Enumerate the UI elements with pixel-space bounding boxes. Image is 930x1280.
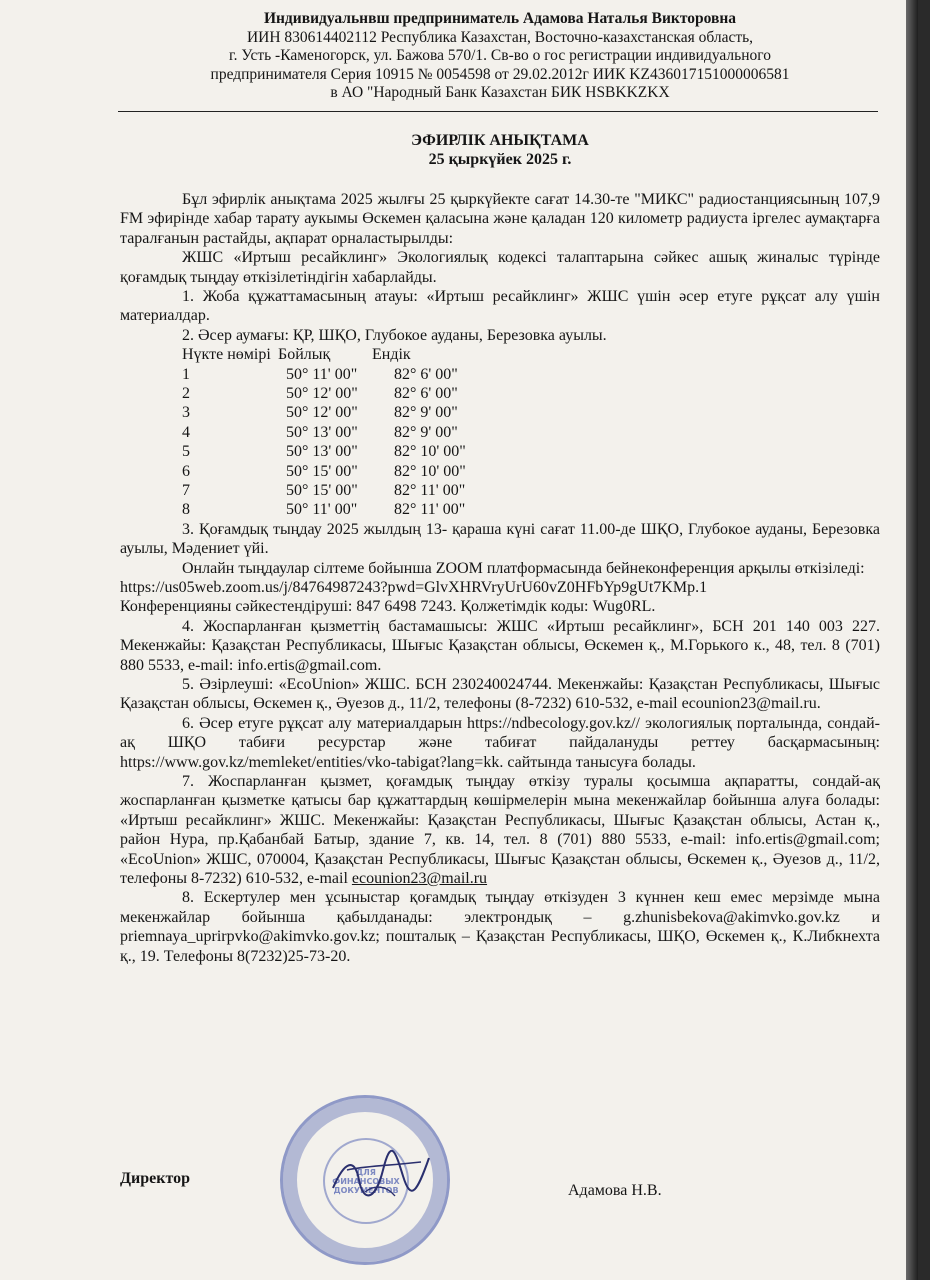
coordinate-row [182, 481, 880, 500]
signer-name: Адамова Н.В. [568, 1182, 662, 1199]
stamp-center-text: ДЛЯ ФИНАНСОВЫХ ДОКУМЕНТОВ [323, 1138, 409, 1224]
longitude-value: 50° 13' 00" [286, 443, 358, 461]
longitude-value: 50° 11' 00" [286, 501, 358, 519]
point-number: 3 [182, 404, 190, 422]
point-number: 2 [182, 385, 190, 403]
point-number: 1 [182, 365, 190, 383]
latitude-value: 82° 9' 00" [394, 423, 458, 441]
zoom-link[interactable]: https://us05web.zoom.us/j/84764987243?pwd=GlvXHRVryUrU60vZ0HFbYp9gUt7KMp.1 [120, 578, 708, 596]
item-7-text: 7. Жоспарланған қызмет, қоғамдық тыңдау өткізу туралы қосымша ақпаратты, сондай-ақ жоспарланған қызметке қатысы бар құжаттардың көшірмелерін мына мекенжайлар бойынша алуға болады: «Иртыш ресайклинг» ЖШС. Мекенжайы: Қазақстан Республикасы, Шығыс Қазақстан облысы, Астан қ., район Нура, пр.Қабанбай Батыр, здание 7, кв. 14, тел. 8 (701) 880 5533, e-mail: info.ertis@gmail.com; «EcoUnion» ЖШС, 070004, Қазақстан Республикасы, Шығыс Қазақстан облысы, Өскемен қ., Әуезов д., 11/2, телефоны 8-7232) 610-532, e-mail [120, 773, 880, 888]
handwritten-signature [325, 1140, 435, 1210]
coordinate-row [182, 403, 880, 422]
document-title [120, 131, 880, 169]
announcement-paragraph: ЖШС «Иртыш ресайклинг» Экологиялық кодексі талаптарына сәйкес ашық жиналыс түрінде қоғамдық тыңдау өткізілетіндігін хабарлайды. [120, 249, 880, 286]
point-number: 4 [182, 423, 190, 441]
letterhead-name: Индивидуальнвш предприниматель Адамова Наталья Викторовна [263, 10, 737, 27]
signer-role: Директор [120, 1170, 190, 1187]
item-7-email-link[interactable]: ecounion23@mail.ru [351, 870, 488, 888]
coordinate-row [182, 423, 880, 442]
item-3: 3. Қоғамдық тыңдау 2025 жылдың 13- қараша күні сағат 11.00-де ШҚО, Глубокое ауданы, Березовка ауылы, Мәдениет үйі. [120, 520, 880, 558]
point-number: 5 [182, 443, 190, 461]
letterhead-divider [118, 111, 878, 112]
online-paragraph: Онлайн тыңдаулар сілтеме бойынша ZOOM платформасында бейнеконференция арқылы өткізіледі: [182, 559, 865, 577]
letterhead-iin: ИИН 830614402112 Республика Казахстан, Восточно-казахстанская область, [246, 28, 754, 46]
latitude-value: 82° 11' 00" [394, 481, 466, 499]
zoom-conference-id: Конференцияны сәйкестендіруші: 847 6498 7243. Қолжетімдік коды: Wug0RL. [120, 598, 656, 616]
latitude-value: 82° 6' 00" [394, 385, 458, 403]
longitude-value: 50° 15' 00" [286, 462, 358, 480]
col-latitude: Ендік [372, 346, 411, 364]
item-1: 1. Жоба құжаттамасының атауы: «Иртыш ресайклинг» ЖШС үшін әсер етуге рұқсат алу үшін материалдар. [120, 288, 880, 325]
latitude-value: 82° 11' 00" [394, 501, 466, 519]
title-date: 25 қыркүйек 2025 г. [428, 151, 572, 168]
item-4: 4. Жоспарланған қызметтің бастамашысы: ЖШС «Иртыш ресайклинг», БСН 201 140 003 227. Мекенжайы: Қазақстан Республикасы, Шығыс Қазақстан облысы, Өскемен қ., М.Горького к., 48, тел. 8 (701) 880 5533, e-mail: info.ertis@gmail.com. [120, 617, 880, 674]
title-line: ЭФИРЛІК АНЫҚТАМА [411, 132, 589, 149]
longitude-value: 50° 12' 00" [286, 404, 358, 422]
item-6: 6. Әсер етуге рұқсат алу материалдарын https://ndbecology.gov.kz// экологиялық порталында, сондай-ақ ШҚО табиғи ресурстар және табиғат пайдалануды реттеу басқармасының: https://www.gov.kz/memleket/entities/vko-tabigat?lang=kk. сайтында танысуға болады. [120, 714, 880, 771]
latitude-value: 82° 9' 00" [394, 404, 458, 422]
coordinate-row [182, 365, 880, 384]
item-5: 5. Әзірлеуші: «EcoUnion» ЖШС. БСН 230240024744. Мекенжайы: Қазақстан Республикасы, Шығыс Қазақстан облысы, Өскемен қ., Әуезов д., 11/2, телефоны (8-7232) 610-532, e-mail ecounion23@mail.ru. [120, 676, 880, 713]
coordinates-table [182, 345, 880, 520]
coordinates-header-row [182, 345, 880, 364]
item-7 [120, 772, 880, 888]
longitude-value: 50° 13' 00" [286, 423, 358, 441]
item-2: 2. Әсер аумағы: ҚР, ШҚО, Глубокое ауданы, Березовка ауылы. [182, 326, 607, 344]
coordinate-row [182, 500, 880, 519]
latitude-value: 82° 6' 00" [394, 365, 458, 383]
coordinate-row [182, 384, 880, 403]
coordinate-row [182, 442, 880, 461]
col-longitude: Бойлық [278, 346, 331, 364]
point-number: 7 [182, 481, 190, 499]
coordinate-row [182, 462, 880, 481]
document-body [120, 190, 880, 966]
latitude-value: 82° 10' 00" [394, 462, 466, 480]
col-point-number: Нүкте нөмірі [182, 346, 271, 364]
longitude-value: 50° 12' 00" [286, 385, 358, 403]
coordinates-rows [182, 365, 880, 520]
point-number: 8 [182, 501, 190, 519]
letterhead-bank: в АО "Народный Банк Казахстан БИК HSBKKZKX [330, 84, 670, 101]
longitude-value: 50° 15' 00" [286, 481, 358, 499]
letterhead-registration: предпринимателя Серия 10915 № 0054598 от 29.02.2012г ИИК KZ436017151000006581 [210, 65, 790, 83]
scan-edge-shadow [906, 0, 918, 1280]
longitude-value: 50° 11' 00" [286, 365, 358, 383]
item-8: 8. Ескертулер мен ұсыныстар қоғамдық тыңдау өткізуден 3 күннен кеш емес мерзімде мына мекенжайлар бойынша қабылданады: электрондық – g.zhunisbekova@akimvko.gov.kz и priemnaya_uprirpvko@akimvko.gov.kz; пошталық – Қазақстан Республикасы, ШҚО, Өскемен қ., К.Либкнехта қ., 19. Телефоны 8(7232)25-73-20. [120, 889, 880, 965]
letterhead-address: г. Усть -Каменогорск, ул. Бажова 570/1. Св-во о гос регистрации индивидуального [228, 47, 771, 64]
intro-paragraph: Бұл эфирлік анықтама 2025 жылғы 25 қыркүйекте сағат 14.30-те "МИКС" радиостанциясының 107,9 FM эфирінде хабар тарату аукымы Өскемен қаласына және қаладан 120 километр радиуста іргелес аумақтарға таралғанын растайды, ақпарат орналастырылды: [120, 191, 880, 247]
letterhead [120, 10, 880, 103]
latitude-value: 82° 10' 00" [394, 443, 466, 461]
point-number: 6 [182, 462, 190, 480]
